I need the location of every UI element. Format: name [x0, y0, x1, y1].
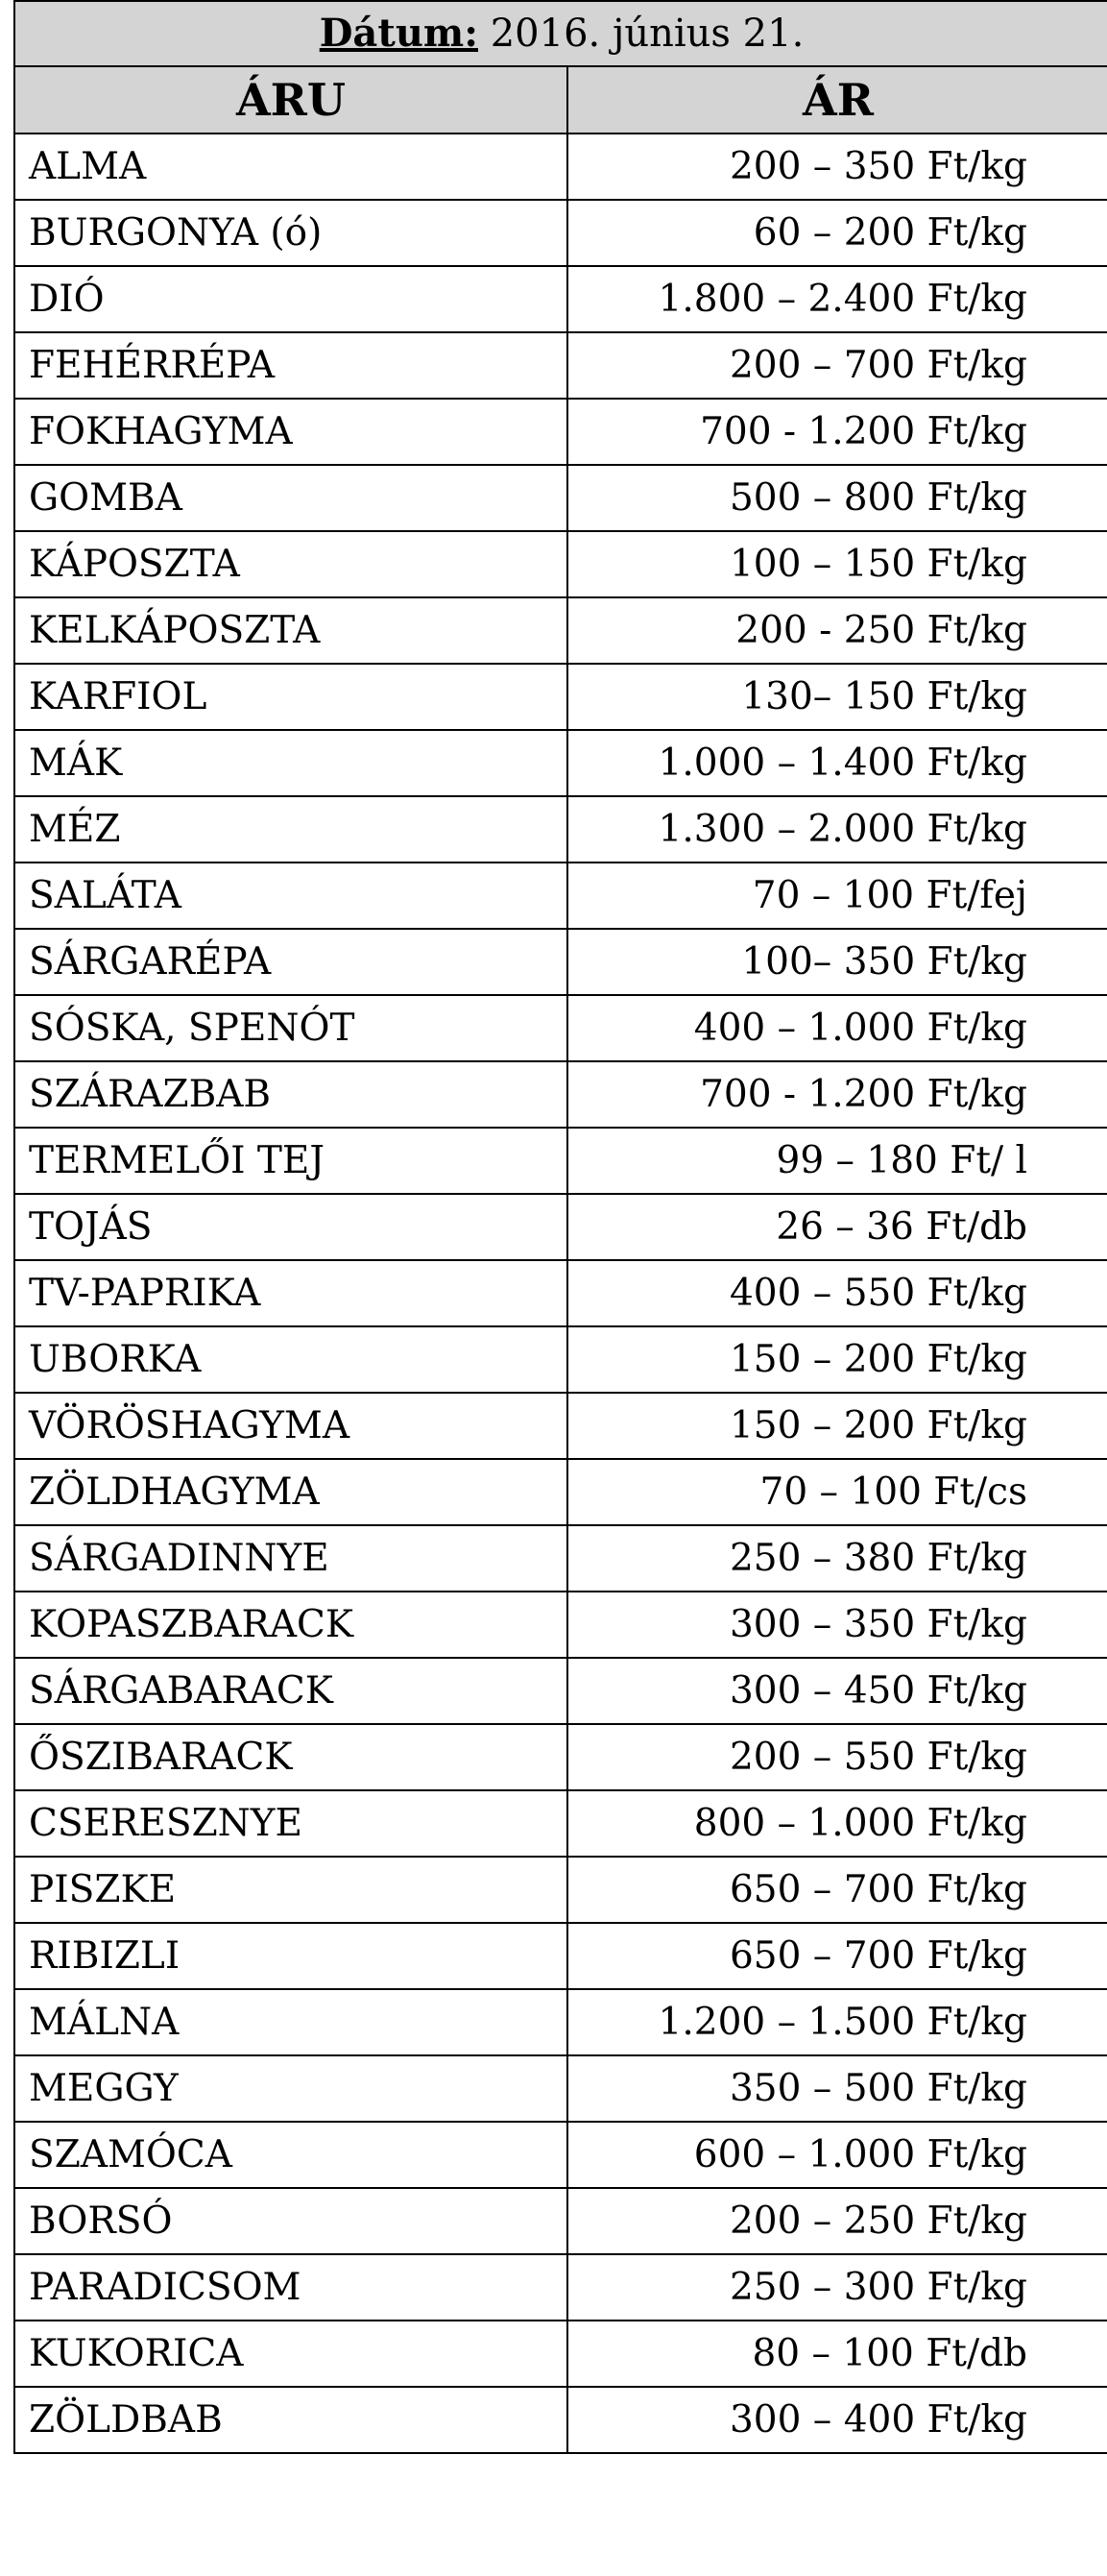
product-price-cell: 250 – 300 Ft/kg: [567, 2254, 1107, 2321]
table-row: [14, 266, 1107, 332]
table-row: [14, 2254, 1107, 2321]
table-row: [14, 1260, 1107, 1326]
product-price-cell: 99 – 180 Ft/ l: [567, 1128, 1107, 1194]
date-value: 2016. június 21.: [490, 12, 805, 56]
table-row: [14, 1790, 1107, 1857]
column-header-row: [14, 66, 1107, 134]
product-price-cell: 60 – 200 Ft/kg: [567, 200, 1107, 266]
table-row: [14, 2188, 1107, 2254]
table-row: [14, 796, 1107, 863]
product-name-cell: UBORKA: [14, 1326, 567, 1393]
product-price-cell: 500 – 800 Ft/kg: [567, 465, 1107, 531]
product-name-cell: KUKORICA: [14, 2321, 567, 2387]
table-row: [14, 929, 1107, 995]
table-row: [14, 1658, 1107, 1724]
table-row: [14, 1061, 1107, 1128]
table-row: [14, 1525, 1107, 1592]
product-price-cell: 200 – 700 Ft/kg: [567, 332, 1107, 399]
product-name-cell: SÁRGADINNYE: [14, 1525, 567, 1592]
product-name-cell: GOMBA: [14, 465, 567, 531]
product-price-cell: 200 – 350 Ft/kg: [567, 134, 1107, 200]
product-price-cell: 26 – 36 Ft/db: [567, 1194, 1107, 1260]
column-header-product: ÁRU: [14, 66, 567, 134]
date-cell: [14, 1, 1107, 66]
product-price-cell: 650 – 700 Ft/kg: [567, 1923, 1107, 1989]
product-price-cell: 250 – 380 Ft/kg: [567, 1525, 1107, 1592]
product-price-cell: 300 – 400 Ft/kg: [567, 2387, 1107, 2453]
product-price-cell: 400 – 1.000 Ft/kg: [567, 995, 1107, 1061]
table-row: [14, 730, 1107, 796]
product-name-cell: FEHÉRRÉPA: [14, 332, 567, 399]
product-name-cell: TV-PAPRIKA: [14, 1260, 567, 1326]
product-price-cell: 150 – 200 Ft/kg: [567, 1393, 1107, 1459]
product-price-cell: 300 – 350 Ft/kg: [567, 1592, 1107, 1658]
product-name-cell: MÁLNA: [14, 1989, 567, 2055]
product-price-cell: 650 – 700 Ft/kg: [567, 1857, 1107, 1923]
product-name-cell: SALÁTA: [14, 863, 567, 929]
product-price-cell: 200 - 250 Ft/kg: [567, 597, 1107, 664]
table-row: [14, 465, 1107, 531]
product-price-cell: 70 – 100 Ft/cs: [567, 1459, 1107, 1525]
table-row: [14, 995, 1107, 1061]
table-row: [14, 1128, 1107, 1194]
product-price-cell: 1.800 – 2.400 Ft/kg: [567, 266, 1107, 332]
product-name-cell: TERMELŐI TEJ: [14, 1128, 567, 1194]
table-row: [14, 531, 1107, 597]
product-price-cell: 1.200 – 1.500 Ft/kg: [567, 1989, 1107, 2055]
table-row: [14, 134, 1107, 200]
table-row: [14, 1393, 1107, 1459]
product-name-cell: SÓSKA, SPENÓT: [14, 995, 567, 1061]
product-name-cell: KOPASZBARACK: [14, 1592, 567, 1658]
product-name-cell: SÁRGABARACK: [14, 1658, 567, 1724]
product-price-cell: 100 – 150 Ft/kg: [567, 531, 1107, 597]
product-price-cell: 400 – 550 Ft/kg: [567, 1260, 1107, 1326]
product-price-cell: 1.000 – 1.400 Ft/kg: [567, 730, 1107, 796]
product-price-cell: 130– 150 Ft/kg: [567, 664, 1107, 730]
table-row: [14, 1857, 1107, 1923]
price-table: [13, 0, 1107, 2454]
product-name-cell: SÁRGARÉPA: [14, 929, 567, 995]
product-price-cell: 200 – 550 Ft/kg: [567, 1724, 1107, 1790]
product-price-cell: 800 – 1.000 Ft/kg: [567, 1790, 1107, 1857]
table-row: [14, 1326, 1107, 1393]
product-price-cell: 100– 350 Ft/kg: [567, 929, 1107, 995]
price-table-body: [14, 1, 1107, 2453]
column-header-price: ÁR: [567, 66, 1107, 134]
product-name-cell: MÉZ: [14, 796, 567, 863]
product-price-cell: 300 – 450 Ft/kg: [567, 1658, 1107, 1724]
table-row: [14, 2055, 1107, 2122]
table-row: [14, 1923, 1107, 1989]
table-row: [14, 332, 1107, 399]
product-name-cell: CSERESZNYE: [14, 1790, 567, 1857]
product-price-cell: 200 – 250 Ft/kg: [567, 2188, 1107, 2254]
product-name-cell: RIBIZLI: [14, 1923, 567, 1989]
product-name-cell: KARFIOL: [14, 664, 567, 730]
product-name-cell: KÁPOSZTA: [14, 531, 567, 597]
product-name-cell: BORSÓ: [14, 2188, 567, 2254]
table-row: [14, 200, 1107, 266]
product-name-cell: PARADICSOM: [14, 2254, 567, 2321]
product-name-cell: MEGGY: [14, 2055, 567, 2122]
product-price-cell: 150 – 200 Ft/kg: [567, 1326, 1107, 1393]
product-price-cell: 80 – 100 Ft/db: [567, 2321, 1107, 2387]
product-price-cell: 700 - 1.200 Ft/kg: [567, 399, 1107, 465]
product-name-cell: FOKHAGYMA: [14, 399, 567, 465]
table-row: [14, 1989, 1107, 2055]
table-row: [14, 1592, 1107, 1658]
product-name-cell: ZÖLDBAB: [14, 2387, 567, 2453]
product-name-cell: ZÖLDHAGYMA: [14, 1459, 567, 1525]
product-name-cell: SZÁRAZBAB: [14, 1061, 567, 1128]
table-row: [14, 1194, 1107, 1260]
table-row: [14, 863, 1107, 929]
product-name-cell: BURGONYA (ó): [14, 200, 567, 266]
product-price-cell: 70 – 100 Ft/fej: [567, 863, 1107, 929]
table-row: [14, 1724, 1107, 1790]
table-row: [14, 1459, 1107, 1525]
product-name-cell: MÁK: [14, 730, 567, 796]
product-name-cell: SZAMÓCA: [14, 2122, 567, 2188]
date-label: Dátum:: [319, 11, 478, 56]
product-price-cell: 700 - 1.200 Ft/kg: [567, 1061, 1107, 1128]
date-row: [14, 1, 1107, 66]
product-price-cell: 600 – 1.000 Ft/kg: [567, 2122, 1107, 2188]
table-row: [14, 597, 1107, 664]
table-row: [14, 664, 1107, 730]
table-row: [14, 2387, 1107, 2453]
product-price-cell: 350 – 500 Ft/kg: [567, 2055, 1107, 2122]
product-name-cell: DIÓ: [14, 266, 567, 332]
table-row: [14, 399, 1107, 465]
product-name-cell: KELKÁPOSZTA: [14, 597, 567, 664]
product-name-cell: ŐSZIBARACK: [14, 1724, 567, 1790]
product-name-cell: PISZKE: [14, 1857, 567, 1923]
product-price-cell: 1.300 – 2.000 Ft/kg: [567, 796, 1107, 863]
product-name-cell: VÖRÖSHAGYMA: [14, 1393, 567, 1459]
product-name-cell: ALMA: [14, 134, 567, 200]
table-row: [14, 2122, 1107, 2188]
product-name-cell: TOJÁS: [14, 1194, 567, 1260]
table-row: [14, 2321, 1107, 2387]
